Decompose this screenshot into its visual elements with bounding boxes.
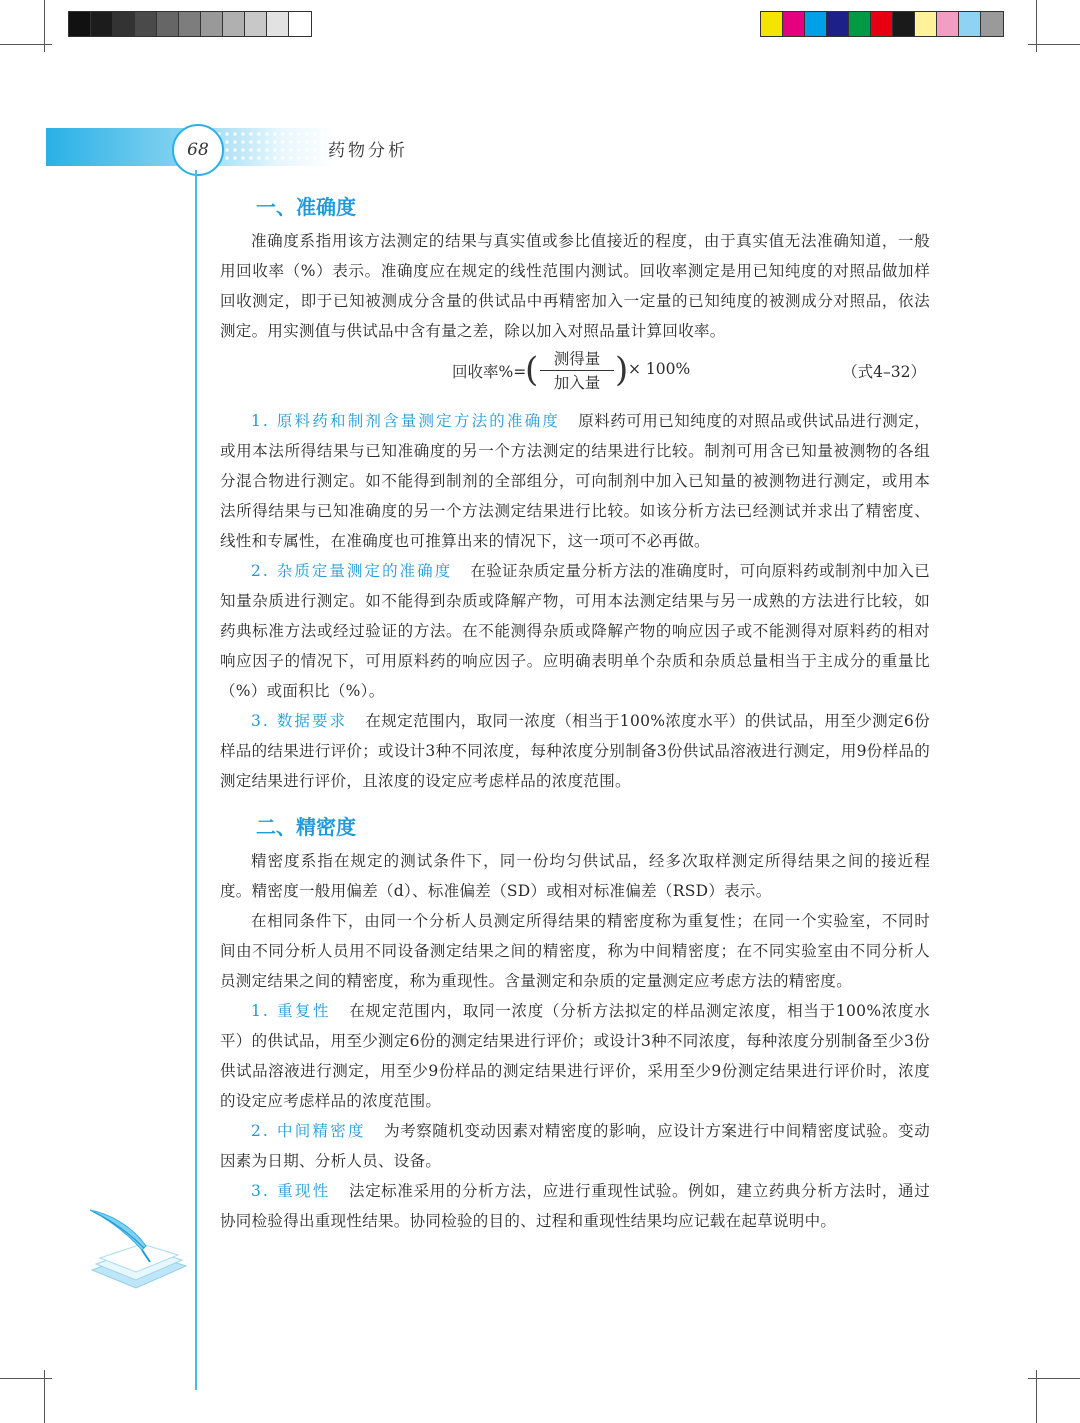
crop-mark bbox=[1028, 44, 1080, 45]
page-content bbox=[220, 188, 930, 1236]
item-label: 1. 重复性 bbox=[251, 1002, 331, 1020]
list-item bbox=[220, 706, 930, 796]
list-item bbox=[220, 996, 930, 1116]
item-label: 2. 杂质定量测定的准确度 bbox=[251, 562, 453, 580]
formula-denominator: 加入量 bbox=[553, 374, 601, 392]
item-text: 在验证杂质定量分析方法的准确度时，可向原料药或制剂中加入已知量杂质进行测定。如不能得到杂质或降解产物，可用本法测定结果与另一成熟的方法进行比较，如药典标准方法或经过验证的方法。在不能测得杂质或降解产物的响应因子或不能测得对原料药的相对响应因子的情况下，可用原料药的响应因子。应明确表明单个杂质和杂质总量相当于主成分的重量比（%）或面积比（%）。 bbox=[220, 562, 931, 700]
grayscale-calibration-bar bbox=[68, 11, 312, 37]
formula-numerator: 测得量 bbox=[540, 348, 614, 371]
item-text: 原料药可用已知纯度的对照品或供试品进行测定，或用本法所得结果与已知准确度的另一个方法测定的结果进行比较。制剂可用含已知量被测物的各组分混合物进行测定。如不能得到制剂的全部组分，可向制剂中加入已知量的被测物进行测定，或用本法所得结果与已知准确度的另一个方法测定结果进行比较。如该分析方法已经测试并求出了精密度、线性和专属性，在准确度也可推算出来的情况下，这一项可不必再做。 bbox=[220, 412, 930, 550]
formula-fraction bbox=[540, 348, 614, 395]
paragraph: 准确度系指用该方法测定的结果与真实值或参比值接近的程度，由于真实值无法准确知道，一般用回收率（%）表示。准确度应在规定的线性范围内测试。回收率测定是用已知纯度的对照品做加样回收测定，即于已知被测成分含量的供试品中再精密加入一定量的已知纯度的被测成分对照品，依法测定。用实测值与供试品中含有量之差，除以加入对照品量计算回收率。 bbox=[220, 232, 930, 340]
left-paren: ( bbox=[525, 350, 539, 390]
formula-lhs: 回收率%= bbox=[452, 363, 527, 381]
crop-mark bbox=[1028, 1378, 1080, 1379]
list-item bbox=[220, 406, 930, 556]
list-item bbox=[220, 1176, 930, 1236]
paragraph: 精密度系指在规定的测试条件下，同一份均匀供试品，经多次取样测定所得结果之间的接近程度。精密度一般用偏差（d）、标准偏差（SD）或相对标准偏差（RSD）表示。 bbox=[220, 852, 930, 900]
book-quill-icon bbox=[84, 1200, 194, 1300]
list-item bbox=[220, 1116, 930, 1176]
item-label: 3. 重现性 bbox=[251, 1182, 331, 1200]
equation-number: （式4–32） bbox=[842, 363, 926, 381]
item-label: 1. 原料药和制剂含量测定方法的准确度 bbox=[251, 412, 561, 430]
crop-mark bbox=[0, 1378, 52, 1379]
formula-multiplier: × 100% bbox=[628, 360, 691, 378]
section-heading-accuracy: 一、准确度 bbox=[256, 195, 356, 219]
header-dot-pattern bbox=[215, 130, 325, 164]
item-text: 在规定范围内，取同一浓度（相当于100%浓度水平）的供试品，用至少测定6份样品的结果进行评价；或设计3种不同浓度，每种浓度分别制备3份供试品溶液进行测定，用9份样品的测定结果进行评价，且浓度的设定应考虑样品的浓度范围。 bbox=[220, 712, 930, 790]
item-label: 3. 数据要求 bbox=[251, 712, 348, 730]
section-heading-precision: 二、精密度 bbox=[256, 815, 356, 839]
recovery-formula bbox=[220, 348, 930, 398]
item-text: 法定标准采用的分析方法，应进行重现性试验。例如，建立药典分析方法时，通过协同检验得出重现性结果。协同检验的目的、过程和重现性结果均应记载在起草说明中。 bbox=[220, 1182, 930, 1230]
list-item bbox=[220, 556, 930, 706]
page-number: 68 bbox=[172, 124, 224, 176]
right-paren: ) bbox=[615, 350, 629, 390]
item-label: 2. 中间精密度 bbox=[251, 1122, 366, 1140]
margin-rule bbox=[195, 170, 197, 1390]
book-title: 药物分析 bbox=[328, 141, 408, 161]
item-text: 在规定范围内，取同一浓度（分析方法拟定的样品测定浓度，相当于100%浓度水平）的供试品，用至少测定6份的测定结果进行评价；或设计3种不同浓度，每种浓度分别制备至少3份供试品溶液进行测定，用至少9份样品的测定结果进行评价，采用至少9份测定结果进行评价时，浓度的设定应考虑样品的浓度范围。 bbox=[220, 1002, 930, 1110]
crop-mark bbox=[0, 44, 52, 45]
paragraph: 在相同条件下，由同一个分析人员测定所得结果的精密度称为重复性；在同一个实验室，不同时间由不同分析人员用不同设备测定结果之间的精密度，称为中间精密度；在不同实验室由不同分析人员测定结果之间的精密度，称为重现性。含量测定和杂质的定量测定应考虑方法的精密度。 bbox=[220, 912, 930, 990]
item-text: 为考察随机变动因素对精密度的影响，应设计方案进行中间精密度试验。变动因素为日期、分析人员、设备。 bbox=[220, 1122, 931, 1170]
color-calibration-bar bbox=[760, 11, 1004, 37]
